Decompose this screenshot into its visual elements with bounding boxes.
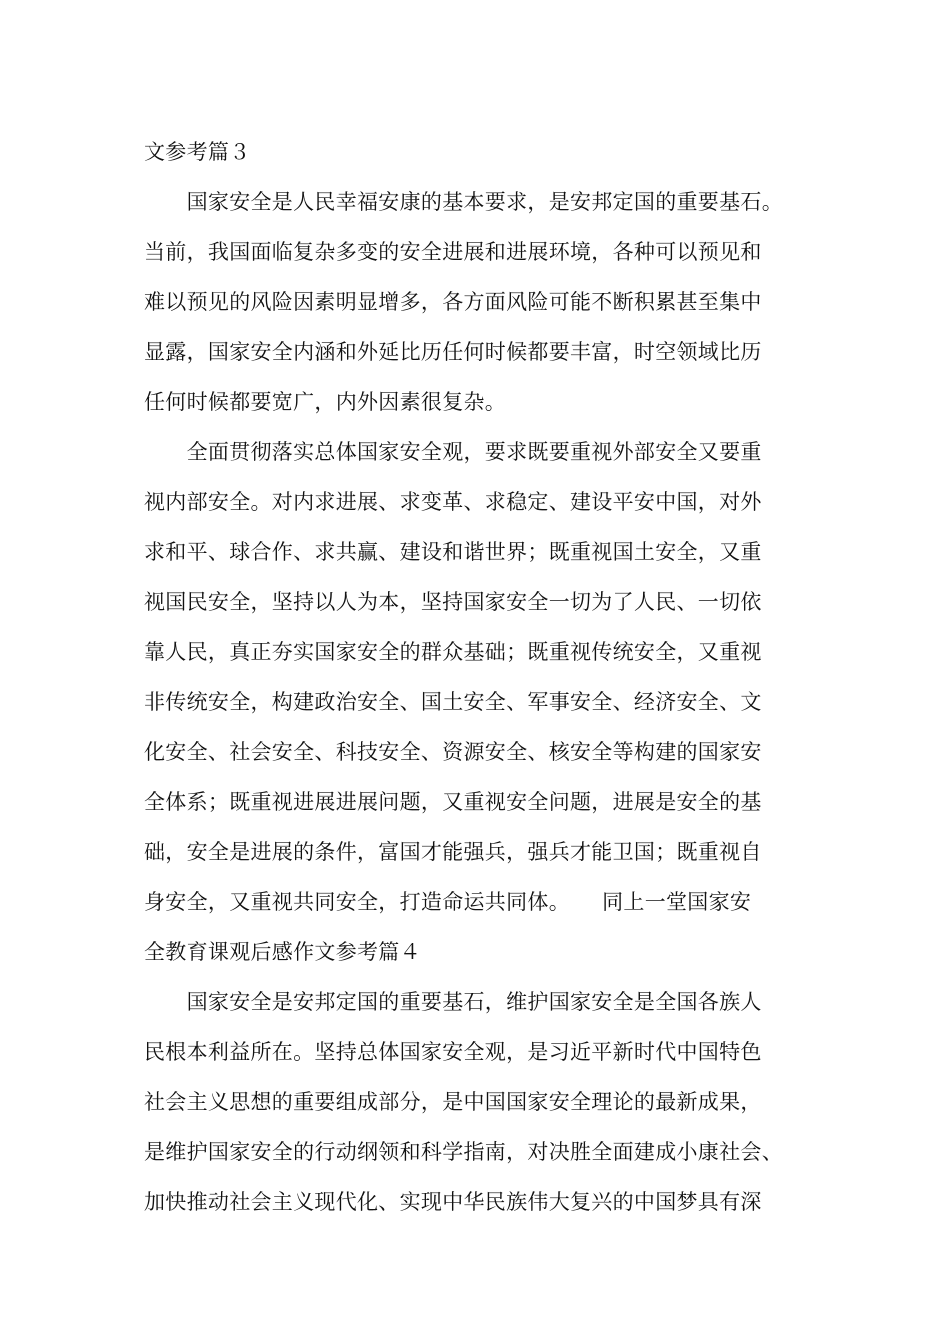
text-line-7: 全面贯彻落实总体国家安全观，要求既要重视外部安全又要重 [144,440,762,464]
text-line-21: 是维护国家安全的行动纲领和科学指南，对决胜全面建成小康社会、 [144,1140,783,1164]
text-line-3: 当前，我国面临复杂多变的安全进展和进展环境，各种可以预见和 [144,240,762,264]
text-line-10: 视国民安全，坚持以人为本，坚持国家安全一切为了人民、一切依 [144,590,762,614]
text-line-2: 国家安全是人民幸福安康的基本要求，是安邦定国的重要基石。 [144,190,783,214]
text-line-6: 任何时候都要宽广，内外因素很复杂。 [144,390,507,414]
text-line-18: 国家安全是安邦定国的重要基石，维护国家安全是全国各族人 [144,990,762,1014]
text-line-4: 难以预见的风险因素明显增多，各方面风险可能不断积累甚至集中 [144,290,762,314]
text-line-8: 视内部安全。对内求进展、求变革、求稳定、建设平安中国，对外 [144,490,762,514]
text-line-13: 化安全、社会安全、科技安全、资源安全、核安全等构建的国家安 [144,740,762,764]
text-line-11: 靠人民，真正夯实国家安全的群众基础；既重视传统安全，又重视 [144,640,762,664]
text-line-14: 全体系；既重视进展进展问题，又重视安全问题，进展是安全的基 [144,790,762,814]
text-line-1: 文参考篇３ [144,140,251,164]
text-line-22: 加快推动社会主义现代化、实现中华民族伟大复兴的中国梦具有深 [144,1190,762,1214]
text-line-12: 非传统安全，构建政治安全、国土安全、军事安全、经济安全、文 [144,690,762,714]
text-line-16: 身安全，又重视共同安全，打造命运共同体。 同上一堂国家安 [144,890,752,914]
text-line-20: 社会主义思想的重要组成部分，是中国国家安全理论的最新成果， [144,1090,762,1114]
text-line-15: 础，安全是进展的条件，富国才能强兵，强兵才能卫国；既重视自 [144,840,762,864]
text-line-5: 显露，国家安全内涵和外延比历任何时候都要丰富，时空领域比历 [144,340,762,364]
text-line-19: 民根本利益所在。坚持总体国家安全观，是习近平新时代中国特色 [144,1040,762,1064]
text-line-9: 求和平、球合作、求共赢、建设和谐世界；既重视国土安全，又重 [144,540,762,564]
text-line-17: 全教育课观后感作文参考篇４ [144,940,421,964]
